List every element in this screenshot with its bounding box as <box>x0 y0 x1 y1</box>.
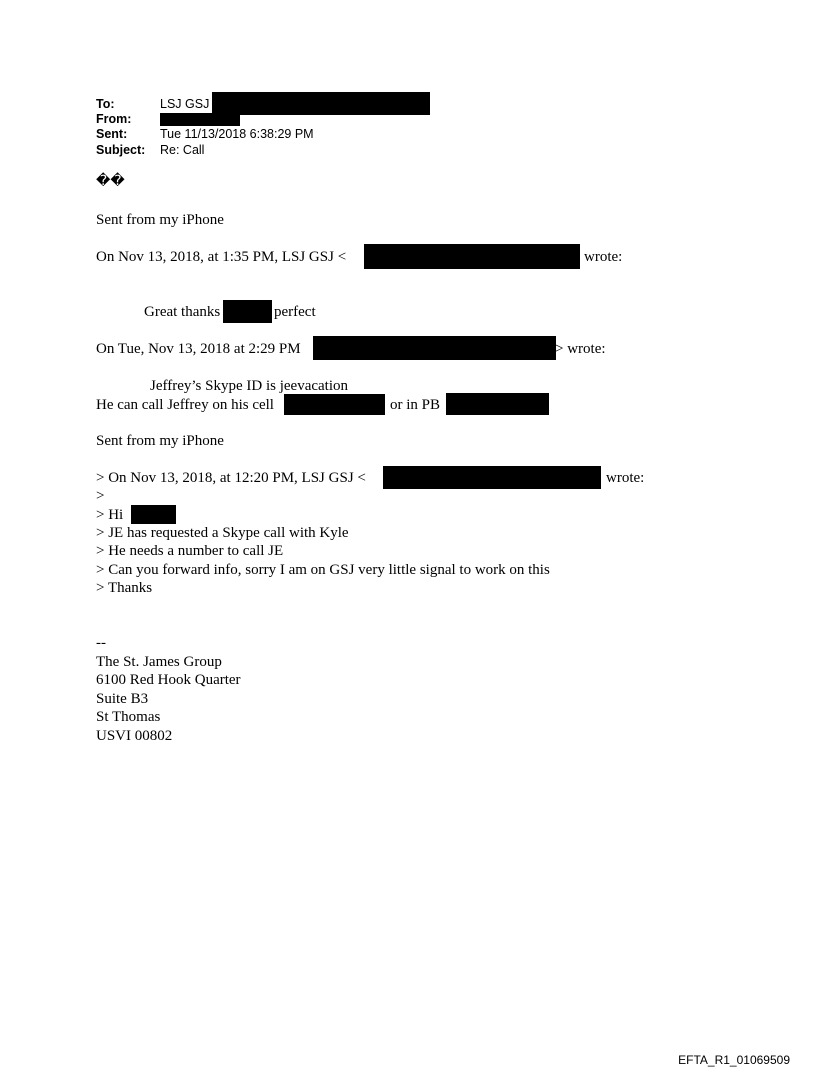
sent-from-iphone-1: Sent from my iPhone <box>96 212 224 228</box>
from-row <box>96 112 160 126</box>
quoted-blank-line: > <box>96 488 105 504</box>
replacement-glyphs: �� <box>96 174 125 189</box>
quoted-on-suffix: wrote: <box>606 470 645 486</box>
on-line-2-suffix: > wrote: <box>555 341 606 357</box>
subject-row <box>96 143 204 157</box>
skype-id-line: Jeffrey’s Skype ID is jeevacation <box>150 378 348 394</box>
from-label: From: <box>96 112 132 126</box>
redaction-pb-number <box>446 393 549 415</box>
document-id: EFTA_R1_01069509 <box>678 1053 790 1067</box>
signature-separator: -- <box>96 635 106 651</box>
to-value: LSJ GSJ <box>160 97 210 111</box>
sent-label: Sent: <box>96 127 128 141</box>
signature-line: The St. James Group <box>96 654 222 670</box>
quoted-line: > He needs a number to call JE <box>96 543 284 559</box>
redaction-cell-number <box>284 394 385 415</box>
great-thanks-prefix: Great thanks <box>144 304 221 320</box>
redaction-name-2 <box>131 505 176 524</box>
redaction-name-1 <box>223 300 272 323</box>
sent-row <box>96 127 314 141</box>
on-line-1-prefix: On Nov 13, 2018, at 1:35 PM, LSJ GSJ < <box>96 249 347 265</box>
quoted-hi: > Hi <box>96 507 124 523</box>
sent-value: Tue 11/13/2018 6:38:29 PM <box>160 127 314 141</box>
subject-label: Subject: <box>96 143 146 157</box>
signature-line: St Thomas <box>96 709 161 725</box>
quoted-line: > Thanks <box>96 580 153 596</box>
signature-line: USVI 00802 <box>96 728 173 744</box>
redaction-email-3 <box>383 466 601 489</box>
on-line-2-prefix: On Tue, Nov 13, 2018 at 2:29 PM <box>96 341 301 357</box>
great-thanks-suffix: perfect <box>274 304 316 320</box>
call-line-middle: or in PB <box>390 397 441 413</box>
redaction-email-1 <box>364 244 580 269</box>
redaction-from-address <box>160 113 240 126</box>
quoted-line: > Can you forward info, sorry I am on GSJ very little signal to work on this <box>96 562 550 578</box>
redaction-to-address <box>212 92 430 115</box>
call-line-prefix: He can call Jeffrey on his cell <box>96 397 274 413</box>
to-row <box>96 97 209 111</box>
on-line-1-suffix: wrote: <box>584 249 623 265</box>
to-label: To: <box>96 97 115 111</box>
quoted-on-prefix: > On Nov 13, 2018, at 12:20 PM, LSJ GSJ < <box>96 470 366 486</box>
quoted-line: > JE has requested a Skype call with Kyle <box>96 525 349 541</box>
signature-line: 6100 Red Hook Quarter <box>96 672 241 688</box>
sent-from-iphone-2: Sent from my iPhone <box>96 433 224 449</box>
redaction-email-2 <box>313 336 556 360</box>
signature-line: Suite B3 <box>96 691 149 707</box>
subject-value: Re: Call <box>160 143 205 157</box>
